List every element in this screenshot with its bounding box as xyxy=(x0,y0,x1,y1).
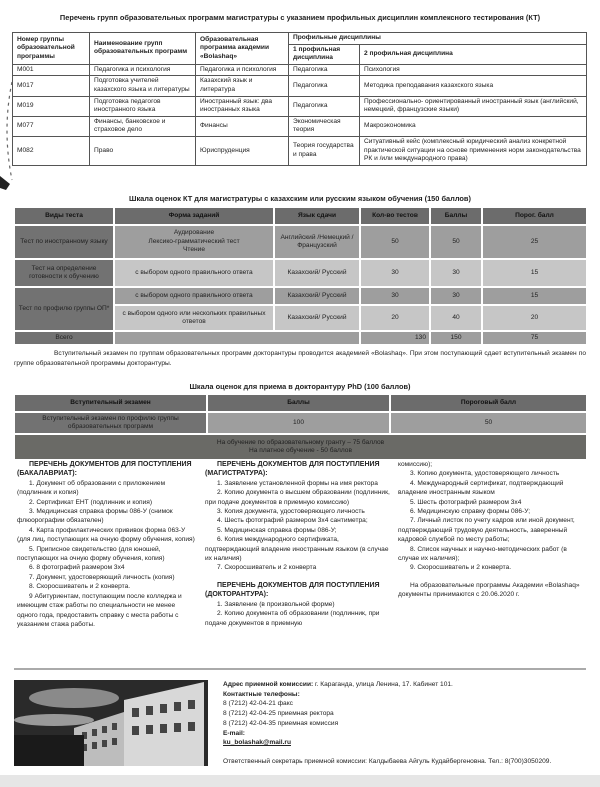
table-row xyxy=(15,413,586,433)
table-row xyxy=(15,288,586,304)
notes-row xyxy=(15,435,586,459)
list-item: 6. 8 фотографий размером 3x4 xyxy=(29,564,125,572)
kt-score-table xyxy=(13,206,588,346)
list-item: 5. Медицинская справка формы 086-У; xyxy=(217,526,337,534)
cell-points: 100 xyxy=(208,413,389,433)
cell-count: 30 xyxy=(361,288,429,304)
list-item: 3. Медицинская справка формы 086-У (снимок флюорографии обязателен) xyxy=(17,508,173,525)
cell-d2: Макроэкономика xyxy=(360,116,587,136)
cell-count: 30 xyxy=(361,260,429,286)
table-row xyxy=(13,136,587,165)
list-item: 4. Международный сертификат, подтверждающий владение иностранным языком xyxy=(398,479,564,497)
total-empty xyxy=(115,332,359,344)
cell-d1: Педагогика xyxy=(289,96,360,116)
phone-rector: 8 (7212) 42-04-25 приемная ректора xyxy=(223,710,334,718)
divider xyxy=(14,668,586,670)
list-item: 7. Скоросшиватель и 2 конверта xyxy=(217,564,317,572)
cell-d1: Педагогика xyxy=(289,64,360,76)
header-threshold: Пороговый балл xyxy=(391,395,586,411)
grant-note: На обучение по образовательному гранту – 75 баллов xyxy=(216,438,385,446)
bachelor-docs-heading: ПЕРЕЧЕНЬ ДОКУМЕНТОВ ДЛЯ ПОСТУПЛЕНИЯ (БАКАЛАВРИАТ): xyxy=(17,461,192,478)
list-item: 3. Копию документа, удостоверяющего личность xyxy=(410,470,560,478)
header-group-number: Номер группы образовательной программы xyxy=(13,33,90,65)
cell-type: Тест по профилю группы ОП* xyxy=(15,288,113,330)
cell-lang: Казахский/ Русский xyxy=(275,306,359,330)
phones-label: Контактные телефоны: xyxy=(223,690,300,698)
master-docs-list xyxy=(205,460,393,628)
cell-name: Финансы, банковское и страховое дело xyxy=(90,116,196,136)
phone-fax: 8 (7212) 42-04-21 факс xyxy=(223,700,293,708)
list-item: 1. Заявление установленной формы на имя ректора xyxy=(217,479,378,487)
cell-points: 40 xyxy=(431,306,481,330)
list-item: 9 Абитуриентам, поступающим после колледжа и имеющим стаж работы по специальности не менее одного года, предоставить справку с места работы с указанием стажа работы. xyxy=(17,592,182,628)
cell-name: Право xyxy=(90,136,196,165)
cell-type: Тест на определение готовности к обучению xyxy=(15,260,113,286)
cell-code: M019 xyxy=(13,96,90,116)
list-item: комиссию); xyxy=(398,461,433,468)
contact-block xyxy=(223,680,453,748)
header-task-form: Форма заданий xyxy=(115,208,273,224)
table1-title: Перечень групп образовательных программ магистратуры с указанием профильных дисциплин комплексного тестирования (КТ) xyxy=(59,13,541,22)
doctoral-docs-continued xyxy=(398,460,584,600)
table3-title: Шкала оценок для приема в докторантуру PhD (100 баллов) xyxy=(189,382,411,391)
cell-d2: Ситуативный кейс (комплексный юридический анализ конкретной практической ситуации на основе применения норм законодательства РК и /или международного права) xyxy=(360,136,587,165)
email-link[interactable]: ku_bolashak@mail.ru xyxy=(223,739,291,747)
doctoral-docs-heading: ПЕРЕЧЕНЬ ДОКУМЕНТОВ ДЛЯ ПОСТУПЛЕНИЯ (ДОКТОРАНТУРА): xyxy=(205,581,380,599)
cell-form: с выбором одного правильного ответа xyxy=(115,288,273,304)
list-item: 4. Карта профилактических прививок форма 063-У (для лиц, поступающих на очную форму обучения, копия) xyxy=(17,526,195,544)
address-value: г. Караганда, улица Ленина, 17. Кабинет 101. xyxy=(313,681,453,688)
cell-lang: Казахский/ Русский xyxy=(275,260,359,286)
table-row xyxy=(13,96,587,116)
cell-d2: Методика преподавания казахского языка xyxy=(360,76,587,96)
header-points: Баллы xyxy=(431,208,481,224)
cell-d1: Теория государства и права xyxy=(289,136,360,165)
cell-form: Аудирование Лексико-грамматический тест Чтение xyxy=(115,226,273,258)
cell-form: с выбором одного или нескольких правильных ответов xyxy=(115,306,273,330)
cell-d2: Профессионально- ориентированный иностранный язык (английский, немецкий, французские языки) xyxy=(360,96,587,116)
cell-program: Педагогика и психология xyxy=(196,64,289,76)
cell-lang: Казахский/ Русский xyxy=(275,288,359,304)
list-item: 2. Копию документа об образовании (подлинник, при подаче документов в приемную xyxy=(205,610,380,627)
cell-count: 50 xyxy=(361,226,429,258)
list-item: 2. Сертификат ЕНТ (подлинник и копия) xyxy=(29,498,153,506)
paid-note: На платное обучение - 50 баллов xyxy=(249,447,352,454)
cell-lang: Английский /Немецкий / Французский xyxy=(275,226,359,258)
cell-name: Подготовка педагогов иностранного языка xyxy=(90,96,196,116)
header-academy-program: Образовательная программа академии «Bolashaq» xyxy=(196,33,289,65)
cell-program: Казахский язык и литература xyxy=(196,76,289,96)
cell-name: Педагогика и психология xyxy=(90,64,196,76)
list-item: 9. Скоросшиватель и 2 конверта. xyxy=(410,564,512,572)
table-row xyxy=(15,260,586,286)
cell-threshold: 15 xyxy=(483,260,586,286)
header-group-name: Наименование групп образовательных программ xyxy=(90,33,196,65)
list-item: 7. Личный листок по учету кадров или иной документ, подтверждающий трудовую деятельность, заверенный кадровой службой по месту работы; xyxy=(398,517,575,544)
header-profile1: 1 профильная дисциплина xyxy=(289,44,360,64)
cell-points: 30 xyxy=(431,288,481,304)
header-exam: Вступительный экзамен xyxy=(15,395,206,411)
list-item: 6. Копия международного сертификата, подтверждающий владение иностранным языком (в случае их наличия) xyxy=(205,536,389,563)
cell-d1: Экономическая теория xyxy=(289,116,360,136)
header-language: Язык сдачи xyxy=(275,208,359,224)
building-photo-icon xyxy=(14,680,208,766)
total-count: 130 xyxy=(361,332,429,344)
header-test-count: Кол-во тестов xyxy=(361,208,429,224)
phd-score-table xyxy=(13,393,588,461)
table-row xyxy=(13,116,587,136)
list-item: 8. Скоросшиватель и 2 конверта. xyxy=(29,583,131,591)
header-profile2: 2 профильная дисциплина xyxy=(360,44,587,64)
cell-threshold: 25 xyxy=(483,226,586,258)
list-item: 1. Заявление (в произвольной форме) xyxy=(217,600,335,608)
list-item: 6. Медицинскую справку формы 086-У; xyxy=(410,508,531,516)
master-docs-heading: ПЕРЕЧЕНЬ ДОКУМЕНТОВ ДЛЯ ПОСТУПЛЕНИЯ (МАГИСТРАТУРА): xyxy=(205,461,380,478)
cell-points: 50 xyxy=(431,226,481,258)
list-item: 4. Шесть фотографий размером 3x4 сантиметра; xyxy=(217,517,368,525)
cell-code: M001 xyxy=(13,64,90,76)
list-item: 3. Копия документа, удостоверяющего личность xyxy=(217,508,365,516)
header-points: Баллы xyxy=(208,395,389,411)
header-threshold: Порог. балл xyxy=(483,208,586,224)
header-profile: Профильные дисциплины xyxy=(289,33,587,45)
cell-exam: Вступительный экзамен по профилю группы образовательных программ xyxy=(15,413,206,433)
cell-points: 30 xyxy=(431,260,481,286)
cell-form: с выбором одного правильного ответа xyxy=(115,260,273,286)
cell-program: Финансы xyxy=(196,116,289,136)
total-label: Всего xyxy=(15,332,113,344)
acceptance-date-note: На образовательные программы Академии «Bolashaq» документы принимаются с 20.06.2020 г. xyxy=(398,581,580,599)
secretary-info: Ответственный секретарь приемной комиссии: Калдыбаева Айгуль Кудайбергеновна. Тел.: 8(700)3050209. xyxy=(223,758,552,765)
list-item: 8. Список научных и научно-методических работ (в случае их наличия); xyxy=(398,545,567,563)
address-label: Адрес приемной комиссии: xyxy=(223,681,314,688)
cell-threshold: 50 xyxy=(391,413,586,433)
cell-threshold: 15 xyxy=(483,288,586,304)
table-row xyxy=(15,226,586,258)
list-item: 1. Документ об образовании с приложением (подлинник и копия) xyxy=(17,479,166,497)
list-item: 5. Приписное свидетельство (для юношей, поступающих на очную форму обучения, копия) xyxy=(17,545,165,563)
table-row xyxy=(13,76,587,96)
cell-program: Иностранный язык: два иностранных языка xyxy=(196,96,289,116)
cell-d2: Психология xyxy=(360,64,587,76)
cell-code: M077 xyxy=(13,116,90,136)
email-label: E-mail: xyxy=(223,729,245,737)
total-threshold: 75 xyxy=(483,332,586,344)
cell-d1: Педагогика xyxy=(289,76,360,96)
cell-program: Юриспруденция xyxy=(196,136,289,165)
cell-code: M017 xyxy=(13,76,90,96)
program-groups-table xyxy=(12,32,587,166)
footer-bar xyxy=(0,775,600,787)
cell-count: 20 xyxy=(361,306,429,330)
doctoral-exam-paragraph: Вступительный экзамен по группам образовательных программ докторантуры проводится академией «Bolashaq». При этом поступающий сдает вступительный экзамен по группе образовательной программы докторантуры. xyxy=(14,350,586,367)
list-item: 7. Документ, удостоверяющий личность (копия) xyxy=(29,573,175,581)
list-item: 5. Шесть фотографий размером 3x4 xyxy=(410,498,522,506)
phone-admissions: 8 (7212) 42-04-35 приемная комиссия xyxy=(223,719,339,727)
cell-type: Тест по иностранному языку xyxy=(15,226,113,258)
bachelor-docs-list xyxy=(17,460,197,629)
list-item: 2. Копию документа о высшем образовании (подлинник, при подаче документов в приемную комиссию) xyxy=(205,489,390,506)
total-row xyxy=(15,332,586,344)
cell-name: Подготовка учителей казахского языка и литературы xyxy=(90,76,196,96)
total-points: 150 xyxy=(431,332,481,344)
cell-code: M082 xyxy=(13,136,90,165)
table2-title: Шкала оценок КТ для магистратуры с казахским или русским языком обучения (150 баллов) xyxy=(129,194,471,203)
table-row xyxy=(13,64,587,76)
header-test-type: Виды теста xyxy=(15,208,113,224)
cell-threshold: 20 xyxy=(483,306,586,330)
